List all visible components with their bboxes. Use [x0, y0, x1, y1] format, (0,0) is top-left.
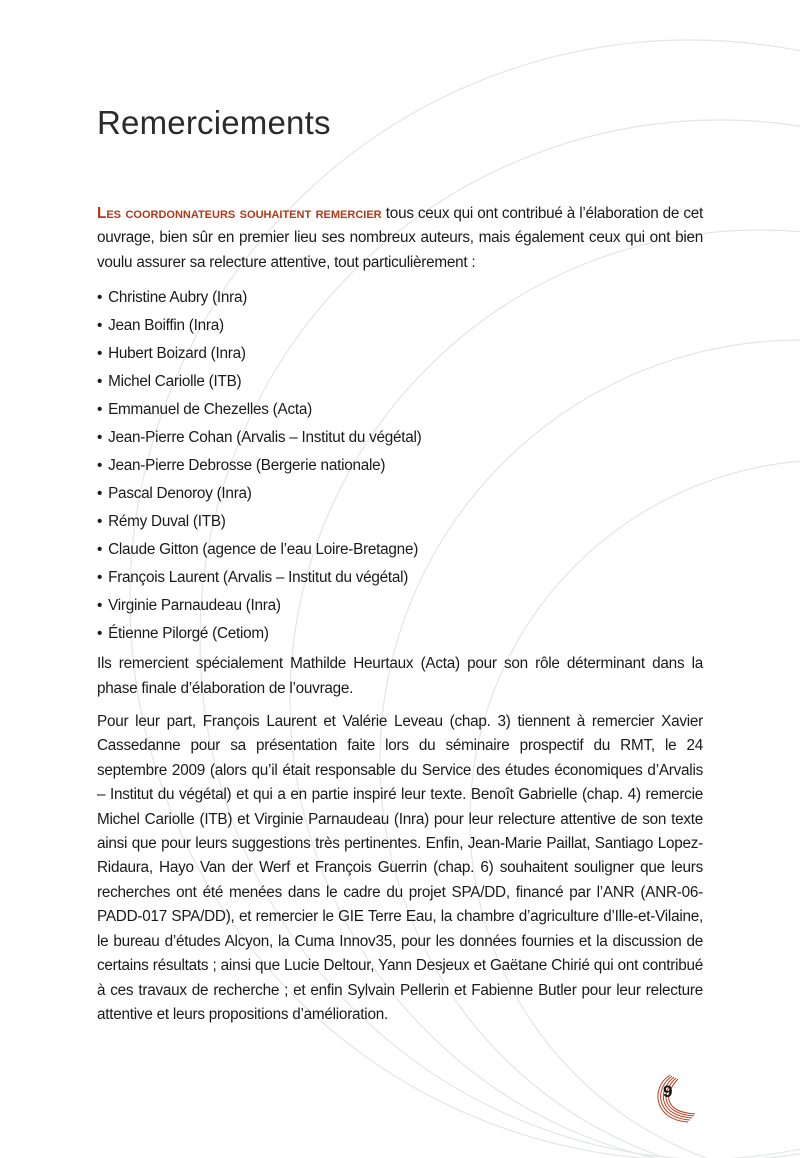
reviewer-name: Jean-Pierre Debrosse (Bergerie nationale): [108, 457, 386, 475]
paragraph-chapter-thanks: Pour leur part, François Laurent et Valérie Leveau (chap. 3) tiennent à remercier Xavier Cassedanne pour sa présentation faite lors du séminaire prospectif du RMT, le 24 septembre 2009 (alors qu’il était responsable du Service des études économiques d’Arvalis – Institut du végétal) et qui a en partie inspiré leur texte. Benoît Gabrielle (chap. 4) remercie Michel Cariolle (ITB) et Virginie Parnaudeau (Inra) pour leur relecture attentive de son texte ainsi que pour leurs suggestions très pertinentes. Enfin, Jean-Marie Paillat, Santiago Lopez-Ridaura, Hayo Van der Werf et François Guerrin (chap. 6) souhaitent souligner que leurs recherches ont été menées dans le cadre du projet SPA/DD, financé par l’ANR (ANR-06-PADD-017 SPA/DD), et remercier le GIE Terre Eau, la chambre d’agriculture d’Ille-et-Vilaine, le bureau d’études Alcyon, la Cuma Innov35, pour les données fournies et la discussion de certains résultats ; ainsi que Lucie Deltour, Yann Desjeux et Gaëtane Chirié qui ont contribué à ces travaux de recherche ; et enfin Sylvain Pellerin et Fabienne Butler pour leur relecture attentive et leurs propositions d’amélioration.: [97, 713, 703, 1023]
reviewer-name: Jean Boiffin (Inra): [108, 317, 224, 335]
list-item: [97, 564, 703, 592]
bullet-icon: •: [97, 485, 103, 503]
list-item: [97, 620, 703, 648]
bullet-icon: •: [97, 373, 103, 391]
paragraph-special-thanks: Ils remercient spécialement Mathilde Heurtaux (Acta) pour son rôle déterminant dans la phase finale d’élaboration de l’ouvrage.: [97, 655, 703, 697]
bullet-icon: •: [97, 289, 103, 307]
bullet-icon: •: [97, 625, 103, 643]
list-item: [97, 508, 703, 536]
bullet-icon: •: [97, 457, 103, 475]
body-text: [97, 202, 703, 1036]
reviewer-name: Virginie Parnaudeau (Inra): [108, 597, 281, 615]
page-title: Remerciements: [97, 104, 331, 141]
reviewer-name: Jean-Pierre Cohan (Arvalis – Institut du végétal): [108, 429, 422, 447]
intro-paragraph: [97, 202, 703, 275]
page-number: 9: [663, 1082, 673, 1101]
reviewer-name: François Laurent (Arvalis – Institut du végétal): [108, 569, 409, 587]
bullet-icon: •: [97, 513, 103, 531]
reviewer-name: Étienne Pilorgé (Cetiom): [108, 625, 269, 643]
bullet-icon: •: [97, 569, 103, 587]
bullet-icon: •: [97, 429, 103, 447]
list-item: [97, 312, 703, 340]
reviewer-name: Rémy Duval (ITB): [108, 513, 226, 531]
reviewer-name: Hubert Boizard (Inra): [108, 345, 246, 363]
list-item: [97, 284, 703, 312]
list-item: [97, 396, 703, 424]
list-item: [97, 340, 703, 368]
reviewer-name: Claude Gitton (agence de l’eau Loire-Bretagne): [108, 541, 419, 559]
bullet-icon: •: [97, 317, 103, 335]
reviewer-name: Christine Aubry (Inra): [108, 289, 248, 307]
intro-lead: Les coordonnateurs souhaitent remercier: [97, 205, 382, 222]
list-item: [97, 368, 703, 396]
list-item: [97, 480, 703, 508]
reviewer-name: Pascal Denoroy (Inra): [108, 485, 252, 503]
list-item: [97, 424, 703, 452]
intro-text: tous ceux qui ont contribué à l’élaboration de cet ouvrage, bien sûr en premier lieu ses nombreux auteurs, mais également ceux qui ont bien voulu assurer sa relecture attentive, tout particulièrement :: [97, 205, 704, 271]
reviewer-list: [97, 284, 703, 648]
list-item: [97, 536, 703, 564]
bullet-icon: •: [97, 345, 103, 363]
page-swirl-logo-icon: [648, 1070, 708, 1130]
reviewer-name: Emmanuel de Chezelles (Acta): [108, 401, 312, 419]
reviewer-name: Michel Cariolle (ITB): [108, 373, 242, 391]
bullet-icon: •: [97, 541, 103, 559]
list-item: [97, 592, 703, 620]
list-item: [97, 452, 703, 480]
bullet-icon: •: [97, 597, 103, 615]
bullet-icon: •: [97, 401, 103, 419]
